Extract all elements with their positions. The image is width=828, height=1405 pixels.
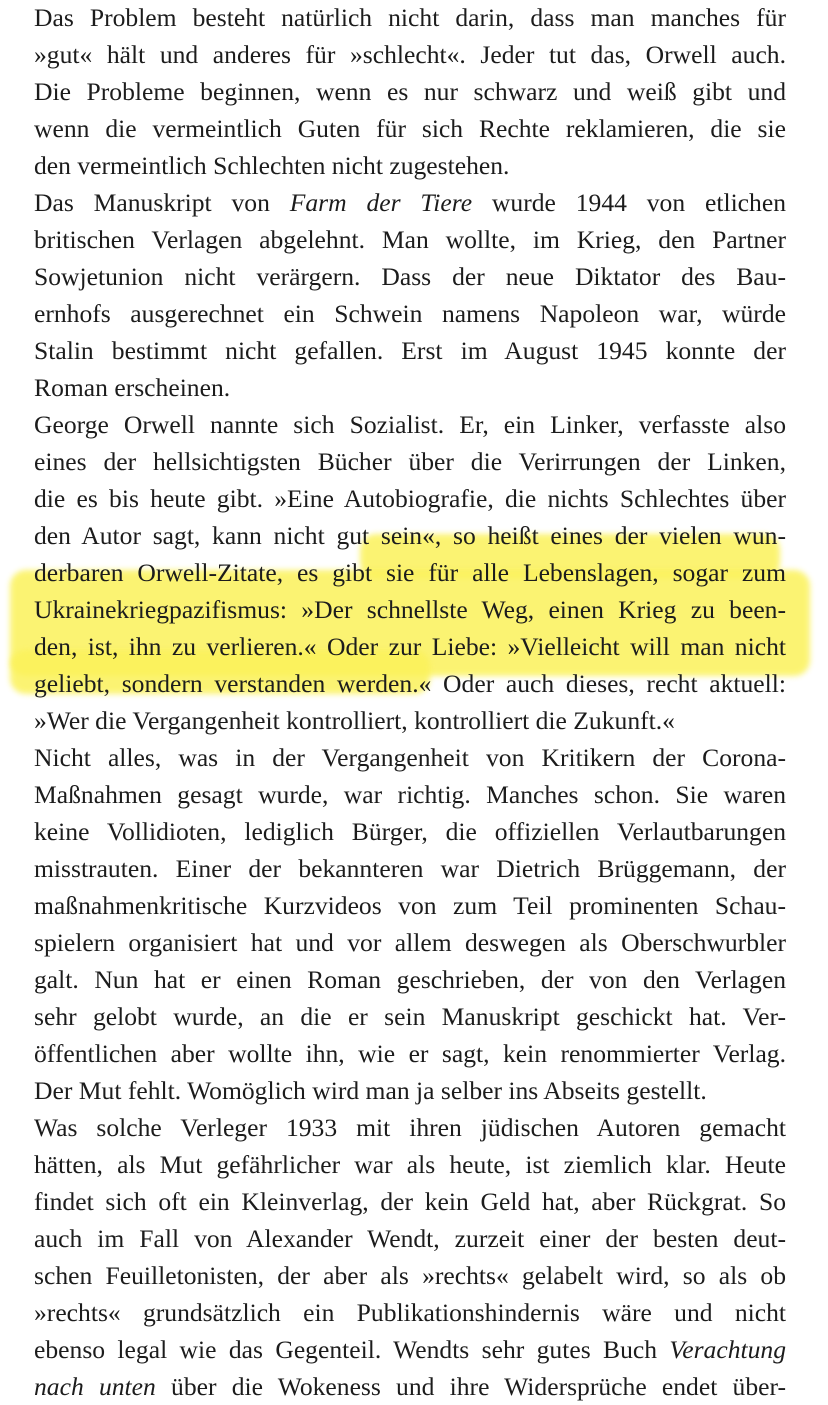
- book-title: Verachtung: [669, 1335, 786, 1364]
- text-line: derbaren Orwell-Zitate, es gibt sie für alle Lebenslagen, sogar zum: [34, 558, 786, 587]
- text-line: auch im Fall von Alexander Wendt, zurzeit einer der besten deut-: [34, 1224, 786, 1253]
- text-line: »Wer die Vergangenheit kontrolliert, kontrolliert die Zukunft.«: [34, 706, 675, 735]
- text-line: George Orwell nannte sich Sozialist. Er, ein Linker, verfasste also: [34, 410, 786, 439]
- text-line: spielern organisiert hat und vor allem deswegen als Oberschwurbler: [34, 928, 786, 957]
- text-line: Was solche Verleger 1933 mit ihren jüdischen Autoren gemacht: [34, 1113, 786, 1142]
- text-line: den vermeintlich Schlechten nicht zugestehen.: [34, 151, 510, 180]
- text-line: Die Probleme beginnen, wenn es nur schwarz und weiß gibt und: [34, 77, 786, 106]
- text-line: Sowjetunion nicht verärgern. Dass der neue Diktator des Bau-: [34, 262, 786, 291]
- text-line: keine Vollidioten, lediglich Bürger, die offiziellen Verlautbarungen: [34, 817, 786, 846]
- book-title: nach unten: [34, 1372, 156, 1401]
- text-line: Der Mut fehlt. Womöglich wird man ja selber ins Abseits gestellt.: [34, 1076, 707, 1105]
- text-line: Roman erscheinen.: [34, 373, 231, 402]
- text-line: hätten, als Mut gefährlicher war als heute, ist ziemlich klar. Heute: [34, 1150, 786, 1179]
- text-line: geliebt, sondern verstanden werden.« Oder auch dieses, recht aktuell:: [34, 669, 786, 698]
- text-line: öffentlichen aber wollte ihn, wie er sagt, kein renommierter Verlag.: [34, 1039, 786, 1068]
- text-line: ebenso legal wie das Gegenteil. Wendts sehr gutes Buch Verachtung: [34, 1335, 786, 1364]
- text-line: nach unten über die Wokeness und ihre Widersprüche endet über-: [34, 1372, 787, 1401]
- text-line: wenn die vermeintlich Guten für sich Rechte reklamieren, die sie: [34, 114, 786, 143]
- text-line: britischen Verlagen abgelehnt. Man wollte, im Krieg, den Partner: [34, 225, 786, 254]
- text-line: Stalin bestimmt nicht gefallen. Erst im August 1945 konnte der: [34, 336, 786, 365]
- book-title: Farm der Tiere: [289, 188, 473, 217]
- text-line: eines der hellsichtigsten Bücher über die Verirrungen der Linken,: [34, 447, 786, 476]
- text-line: »rechts« grundsätzlich ein Publikationshindernis wäre und nicht: [34, 1298, 786, 1327]
- text-line: die es bis heute gibt. »Eine Autobiografie, die nichts Schlechtes über: [34, 484, 786, 513]
- text-line: Das Problem besteht natürlich nicht darin, dass man manches für: [34, 3, 786, 32]
- text-line: Das Manuskript von Farm der Tiere wurde 1944 von etlichen: [34, 188, 786, 217]
- text-line: maßnahmenkritische Kurzvideos von zum Teil prominenten Schau-: [34, 891, 786, 920]
- text-line: Nicht alles, was in der Vergangenheit von Kritikern der Corona-: [34, 743, 786, 772]
- text-line: galt. Nun hat er einen Roman geschrieben, der von den Verlagen: [34, 965, 786, 994]
- text-line: ernhofs ausgerechnet ein Schwein namens Napoleon war, würde: [34, 299, 786, 328]
- text-line: den Autor sagt, kann nicht gut sein«, so heißt eines der vielen wun-: [34, 521, 786, 550]
- text-line: Ukrainekriegpazifismus: »Der schnellste Weg, einen Krieg zu been-: [34, 595, 786, 624]
- text-line: »gut« hält und anderes für »schlecht«. Jeder tut das, Orwell auch.: [34, 40, 786, 69]
- text-line: sehr gelobt wurde, an die er sein Manuskript geschickt hat. Ver-: [34, 1002, 786, 1031]
- text-line: schen Feuilletonisten, der aber als »rechts« gelabelt wird, so als ob: [34, 1261, 786, 1290]
- text-line: misstrauten. Einer der bekannteren war Dietrich Brüggemann, der: [34, 854, 786, 883]
- text-line: Maßnahmen gesagt wurde, war richtig. Manches schon. Sie waren: [34, 780, 786, 809]
- text-line: den, ist, ihn zu verlieren.« Oder zur Liebe: »Vielleicht will man nicht: [34, 632, 786, 661]
- text-line: findet sich oft ein Kleinverlag, der kein Geld hat, aber Rückgrat. So: [34, 1187, 786, 1216]
